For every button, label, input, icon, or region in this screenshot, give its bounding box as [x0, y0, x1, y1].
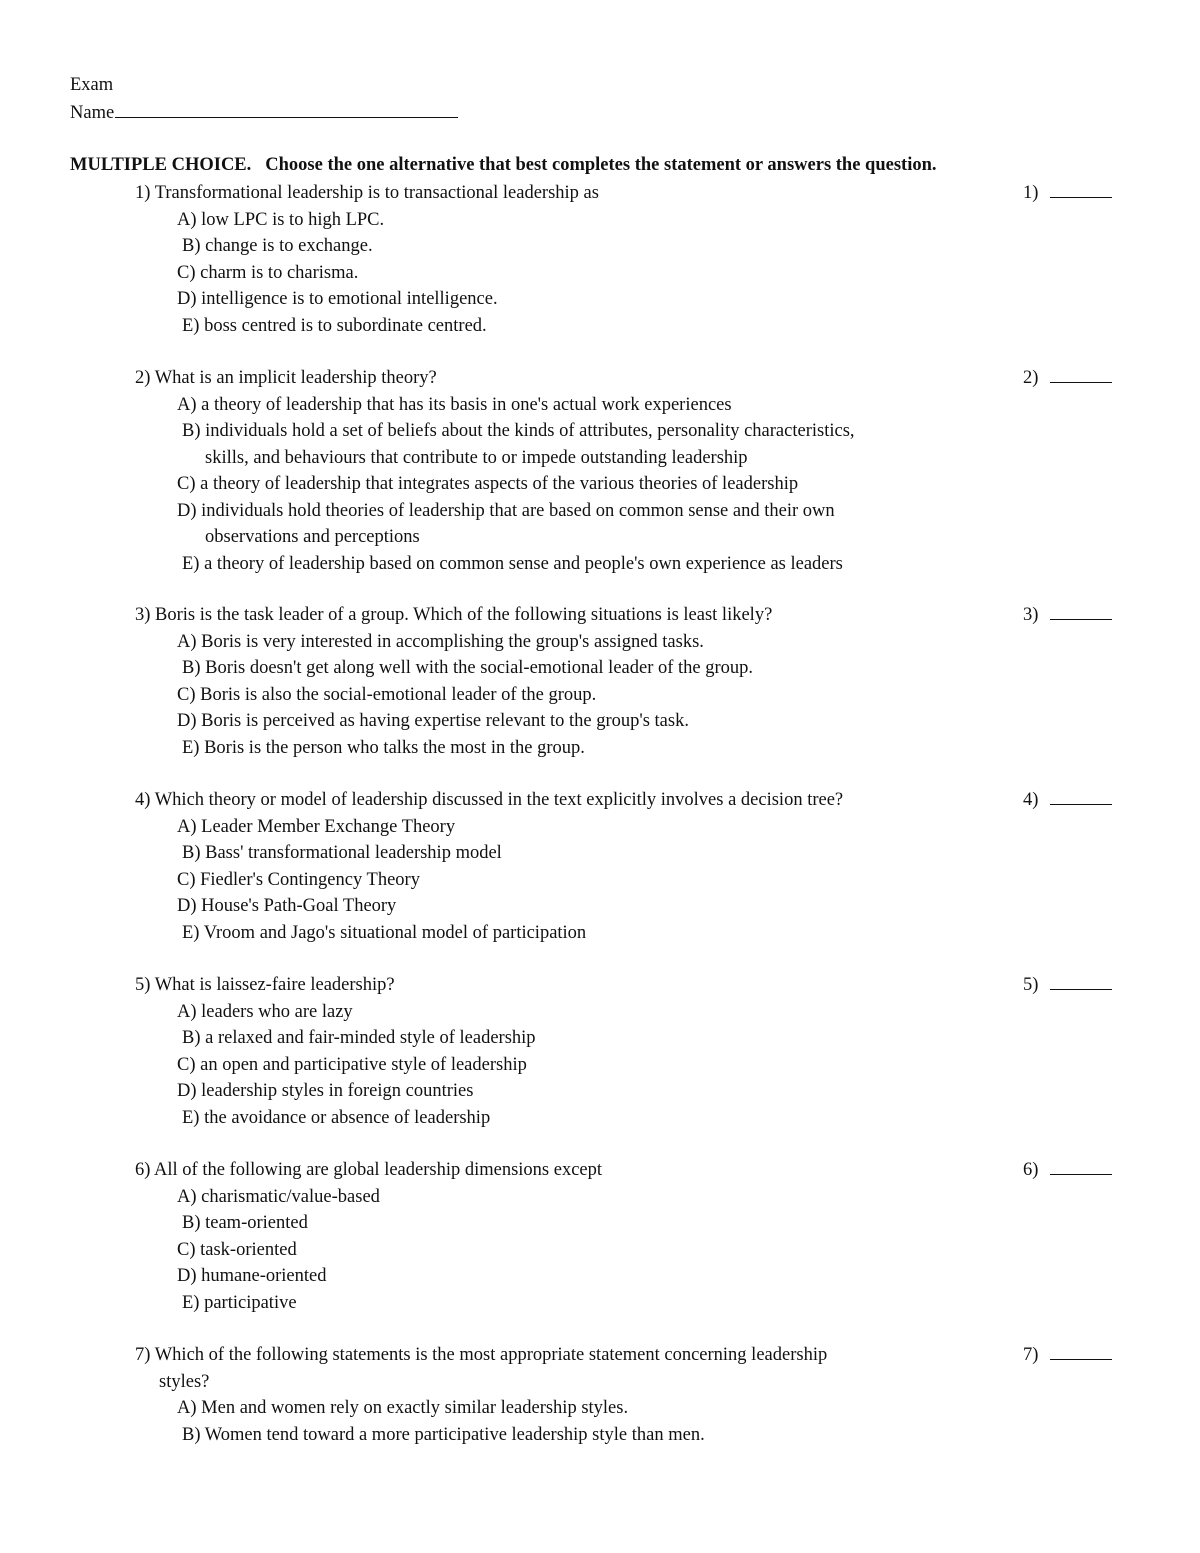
- answer-blank-line[interactable]: [1050, 365, 1112, 383]
- option-text: intelligence is to emotional intelligence.: [201, 289, 498, 309]
- answer-slot: [1023, 365, 1112, 392]
- option-text: Men and women rely on exactly similar leadership styles.: [201, 1398, 629, 1418]
- option-e: [135, 1105, 1135, 1132]
- answer-blank-line[interactable]: [1050, 1157, 1112, 1175]
- option-text: a theory of leadership that integrates aspects of the various theories of leadership: [200, 474, 799, 494]
- option-letter: B): [182, 421, 201, 441]
- question-7: [135, 1342, 1135, 1448]
- answer-blank-line[interactable]: [1050, 602, 1112, 620]
- option-letter: D): [177, 500, 197, 521]
- answer-number: 7): [1023, 1345, 1039, 1365]
- option-letter: D): [177, 1081, 197, 1101]
- question-stem: [135, 1157, 1135, 1184]
- question-number: 1): [135, 183, 151, 203]
- option-letter: D): [177, 711, 197, 731]
- question-number: 2): [135, 368, 151, 388]
- option-c: [135, 867, 1135, 894]
- answer-number: 5): [1023, 975, 1039, 995]
- option-b: [135, 1422, 1135, 1449]
- name-field-row: [70, 98, 458, 126]
- answer-number: 4): [1023, 790, 1039, 810]
- answer-slot: [1023, 972, 1112, 999]
- option-text: Fiedler's Contingency Theory: [200, 869, 420, 890]
- question-text: All of the following are global leadership dimensions except: [154, 1160, 603, 1180]
- option-letter: E): [182, 1292, 200, 1313]
- option-b: [135, 1025, 1135, 1052]
- exam-label: Exam: [70, 75, 114, 95]
- answer-slot: [1023, 180, 1112, 207]
- option-letter: B): [182, 1424, 201, 1445]
- answer-number: 1): [1023, 183, 1039, 203]
- question-stem: [135, 365, 1135, 392]
- option-text: Women tend toward a more participative leadership style than men.: [204, 1424, 705, 1445]
- option-letter: C): [177, 684, 196, 705]
- option-letter: A): [177, 1001, 197, 1022]
- name-blank-line[interactable]: [115, 98, 458, 118]
- option-text: a relaxed and fair-minded style of leadership: [205, 1028, 536, 1048]
- option-letter: D): [177, 1266, 197, 1286]
- option-text: task-oriented: [200, 1239, 297, 1260]
- option-a: [135, 392, 1135, 419]
- instructions-text: Choose the one alternative that best completes the statement or answers the question.: [265, 155, 937, 175]
- option-text: House's Path-Goal Theory: [201, 896, 397, 916]
- option-c: [135, 260, 1135, 287]
- option-d: [135, 893, 1135, 920]
- option-b: [135, 1210, 1135, 1237]
- option-letter: B): [182, 658, 201, 678]
- option-c: [135, 1052, 1135, 1079]
- option-text: a theory of leadership that has its basis in one's actual work experiences: [201, 394, 732, 415]
- question-2: [135, 365, 1135, 577]
- option-text: charm is to charisma.: [200, 262, 359, 283]
- answer-number: 6): [1023, 1160, 1039, 1180]
- option-text: Boris is the person who talks the most in the group.: [204, 737, 585, 758]
- question-stem: [135, 972, 1135, 999]
- option-c: [135, 1237, 1135, 1264]
- option-letter: A): [177, 816, 197, 837]
- option-text: Vroom and Jago's situational model of participation: [203, 922, 587, 943]
- question-number: 6): [135, 1160, 151, 1180]
- option-letter: B): [182, 843, 201, 863]
- option-letter: E): [182, 553, 200, 574]
- option-text: Boris is perceived as having expertise relevant to the group's task.: [201, 711, 689, 731]
- option-letter: E): [182, 922, 200, 943]
- option-b: [135, 655, 1135, 682]
- option-d: [135, 498, 1135, 525]
- option-letter: C): [177, 1239, 196, 1260]
- option-a: [135, 1395, 1135, 1422]
- option-a: [135, 1184, 1135, 1211]
- option-text-continued: observations and perceptions: [205, 527, 420, 547]
- answer-slot: [1023, 787, 1112, 814]
- option-letter: A): [177, 394, 197, 415]
- question-stem: [135, 602, 1135, 629]
- option-a: [135, 814, 1135, 841]
- option-b: [135, 233, 1135, 260]
- option-text: humane-oriented: [201, 1266, 327, 1286]
- option-letter: A): [177, 1398, 197, 1418]
- question-number: 3): [135, 605, 151, 625]
- option-d: [135, 1263, 1135, 1290]
- question-stem: [135, 787, 1135, 814]
- option-text: low LPC is to high LPC.: [201, 209, 385, 230]
- option-letter: E): [182, 1107, 200, 1128]
- option-c: [135, 682, 1135, 709]
- option-letter: D): [177, 896, 197, 916]
- option-text: charismatic/value-based: [201, 1186, 380, 1207]
- option-text: participative: [204, 1292, 297, 1313]
- question-number: 7): [135, 1345, 151, 1365]
- option-text: individuals hold theories of leadership that are based on common sense and their own: [201, 500, 835, 521]
- option-text: an open and participative style of leadership: [200, 1054, 527, 1075]
- option-a: [135, 207, 1135, 234]
- question-4: [135, 787, 1135, 946]
- option-letter: C): [177, 869, 196, 890]
- question-text: Boris is the task leader of a group. Which of the following situations is least likely?: [155, 605, 773, 625]
- option-text: a theory of leadership based on common sense and people's own experience as leaders: [204, 553, 843, 574]
- option-letter: B): [182, 1213, 201, 1233]
- option-text: the avoidance or absence of leadership: [204, 1107, 491, 1128]
- option-text: leadership styles in foreign countries: [201, 1081, 474, 1101]
- option-text: boss centred is to subordinate centred.: [204, 315, 487, 336]
- option-text: Bass' transformational leadership model: [205, 843, 502, 863]
- option-e: [135, 1290, 1135, 1317]
- question-number: 5): [135, 975, 151, 995]
- answer-blank-line[interactable]: [1050, 787, 1112, 805]
- option-a: [135, 999, 1135, 1026]
- question-5: [135, 972, 1135, 1131]
- answer-slot: [1023, 1342, 1112, 1369]
- option-letter: A): [177, 1186, 197, 1207]
- option-text: Boris is very interested in accomplishing the group's assigned tasks.: [201, 631, 704, 652]
- question-text: Transformational leadership is to transactional leadership as: [154, 183, 599, 203]
- question-3: [135, 602, 1135, 761]
- option-letter: D): [177, 289, 197, 309]
- option-letter: B): [182, 1028, 201, 1048]
- option-d: [135, 708, 1135, 735]
- question-text: What is an implicit leadership theory?: [154, 368, 437, 388]
- question-text: Which of the following statements is the most appropriate statement concerning leadership: [154, 1345, 828, 1365]
- option-e: [135, 551, 1135, 578]
- question-text-continued: styles?: [159, 1371, 210, 1392]
- option-text: change is to exchange.: [205, 236, 373, 256]
- option-b: [135, 840, 1135, 867]
- option-d: [135, 286, 1135, 313]
- question-1: [135, 180, 1135, 339]
- option-letter: C): [177, 262, 196, 283]
- answer-blank-line[interactable]: [1050, 972, 1112, 990]
- instructions: [70, 152, 937, 178]
- option-letter: A): [177, 209, 197, 230]
- question-stem: [135, 1342, 1135, 1369]
- answer-number: 2): [1023, 368, 1039, 388]
- option-letter: C): [177, 474, 196, 494]
- option-text: Leader Member Exchange Theory: [201, 816, 456, 837]
- answer-slot: [1023, 1157, 1112, 1184]
- question-text: What is laissez-faire leadership?: [154, 975, 395, 995]
- option-text: leaders who are lazy: [201, 1001, 353, 1022]
- option-letter: E): [182, 315, 200, 336]
- option-text: Boris doesn't get along well with the social-emotional leader of the group.: [205, 658, 754, 678]
- option-text: Boris is also the social-emotional leader of the group.: [200, 684, 597, 705]
- question-stem: [135, 180, 1135, 207]
- option-letter: C): [177, 1054, 196, 1075]
- option-letter: E): [182, 737, 200, 758]
- answer-blank-line[interactable]: [1050, 1342, 1112, 1360]
- question-text: Which theory or model of leadership discussed in the text explicitly involves a decision tree?: [154, 790, 844, 810]
- option-text: team-oriented: [205, 1213, 308, 1233]
- option-letter: B): [182, 236, 201, 256]
- option-letter: A): [177, 631, 197, 652]
- option-b: [135, 418, 1135, 445]
- answer-blank-line[interactable]: [1050, 180, 1112, 198]
- option-text: individuals hold a set of beliefs about the kinds of attributes, personality characteristics,: [205, 421, 855, 441]
- option-e: [135, 735, 1135, 762]
- option-e: [135, 313, 1135, 340]
- option-e: [135, 920, 1135, 947]
- question-6: [135, 1157, 1135, 1316]
- option-c: [135, 471, 1135, 498]
- option-a: [135, 629, 1135, 656]
- answer-number: 3): [1023, 605, 1039, 625]
- name-label: Name: [70, 103, 115, 123]
- answer-slot: [1023, 602, 1112, 629]
- section-heading: MULTIPLE CHOICE.: [70, 155, 252, 175]
- option-text-continued: skills, and behaviours that contribute to or impede outstanding leadership: [205, 447, 748, 468]
- question-number: 4): [135, 790, 151, 810]
- option-d: [135, 1078, 1135, 1105]
